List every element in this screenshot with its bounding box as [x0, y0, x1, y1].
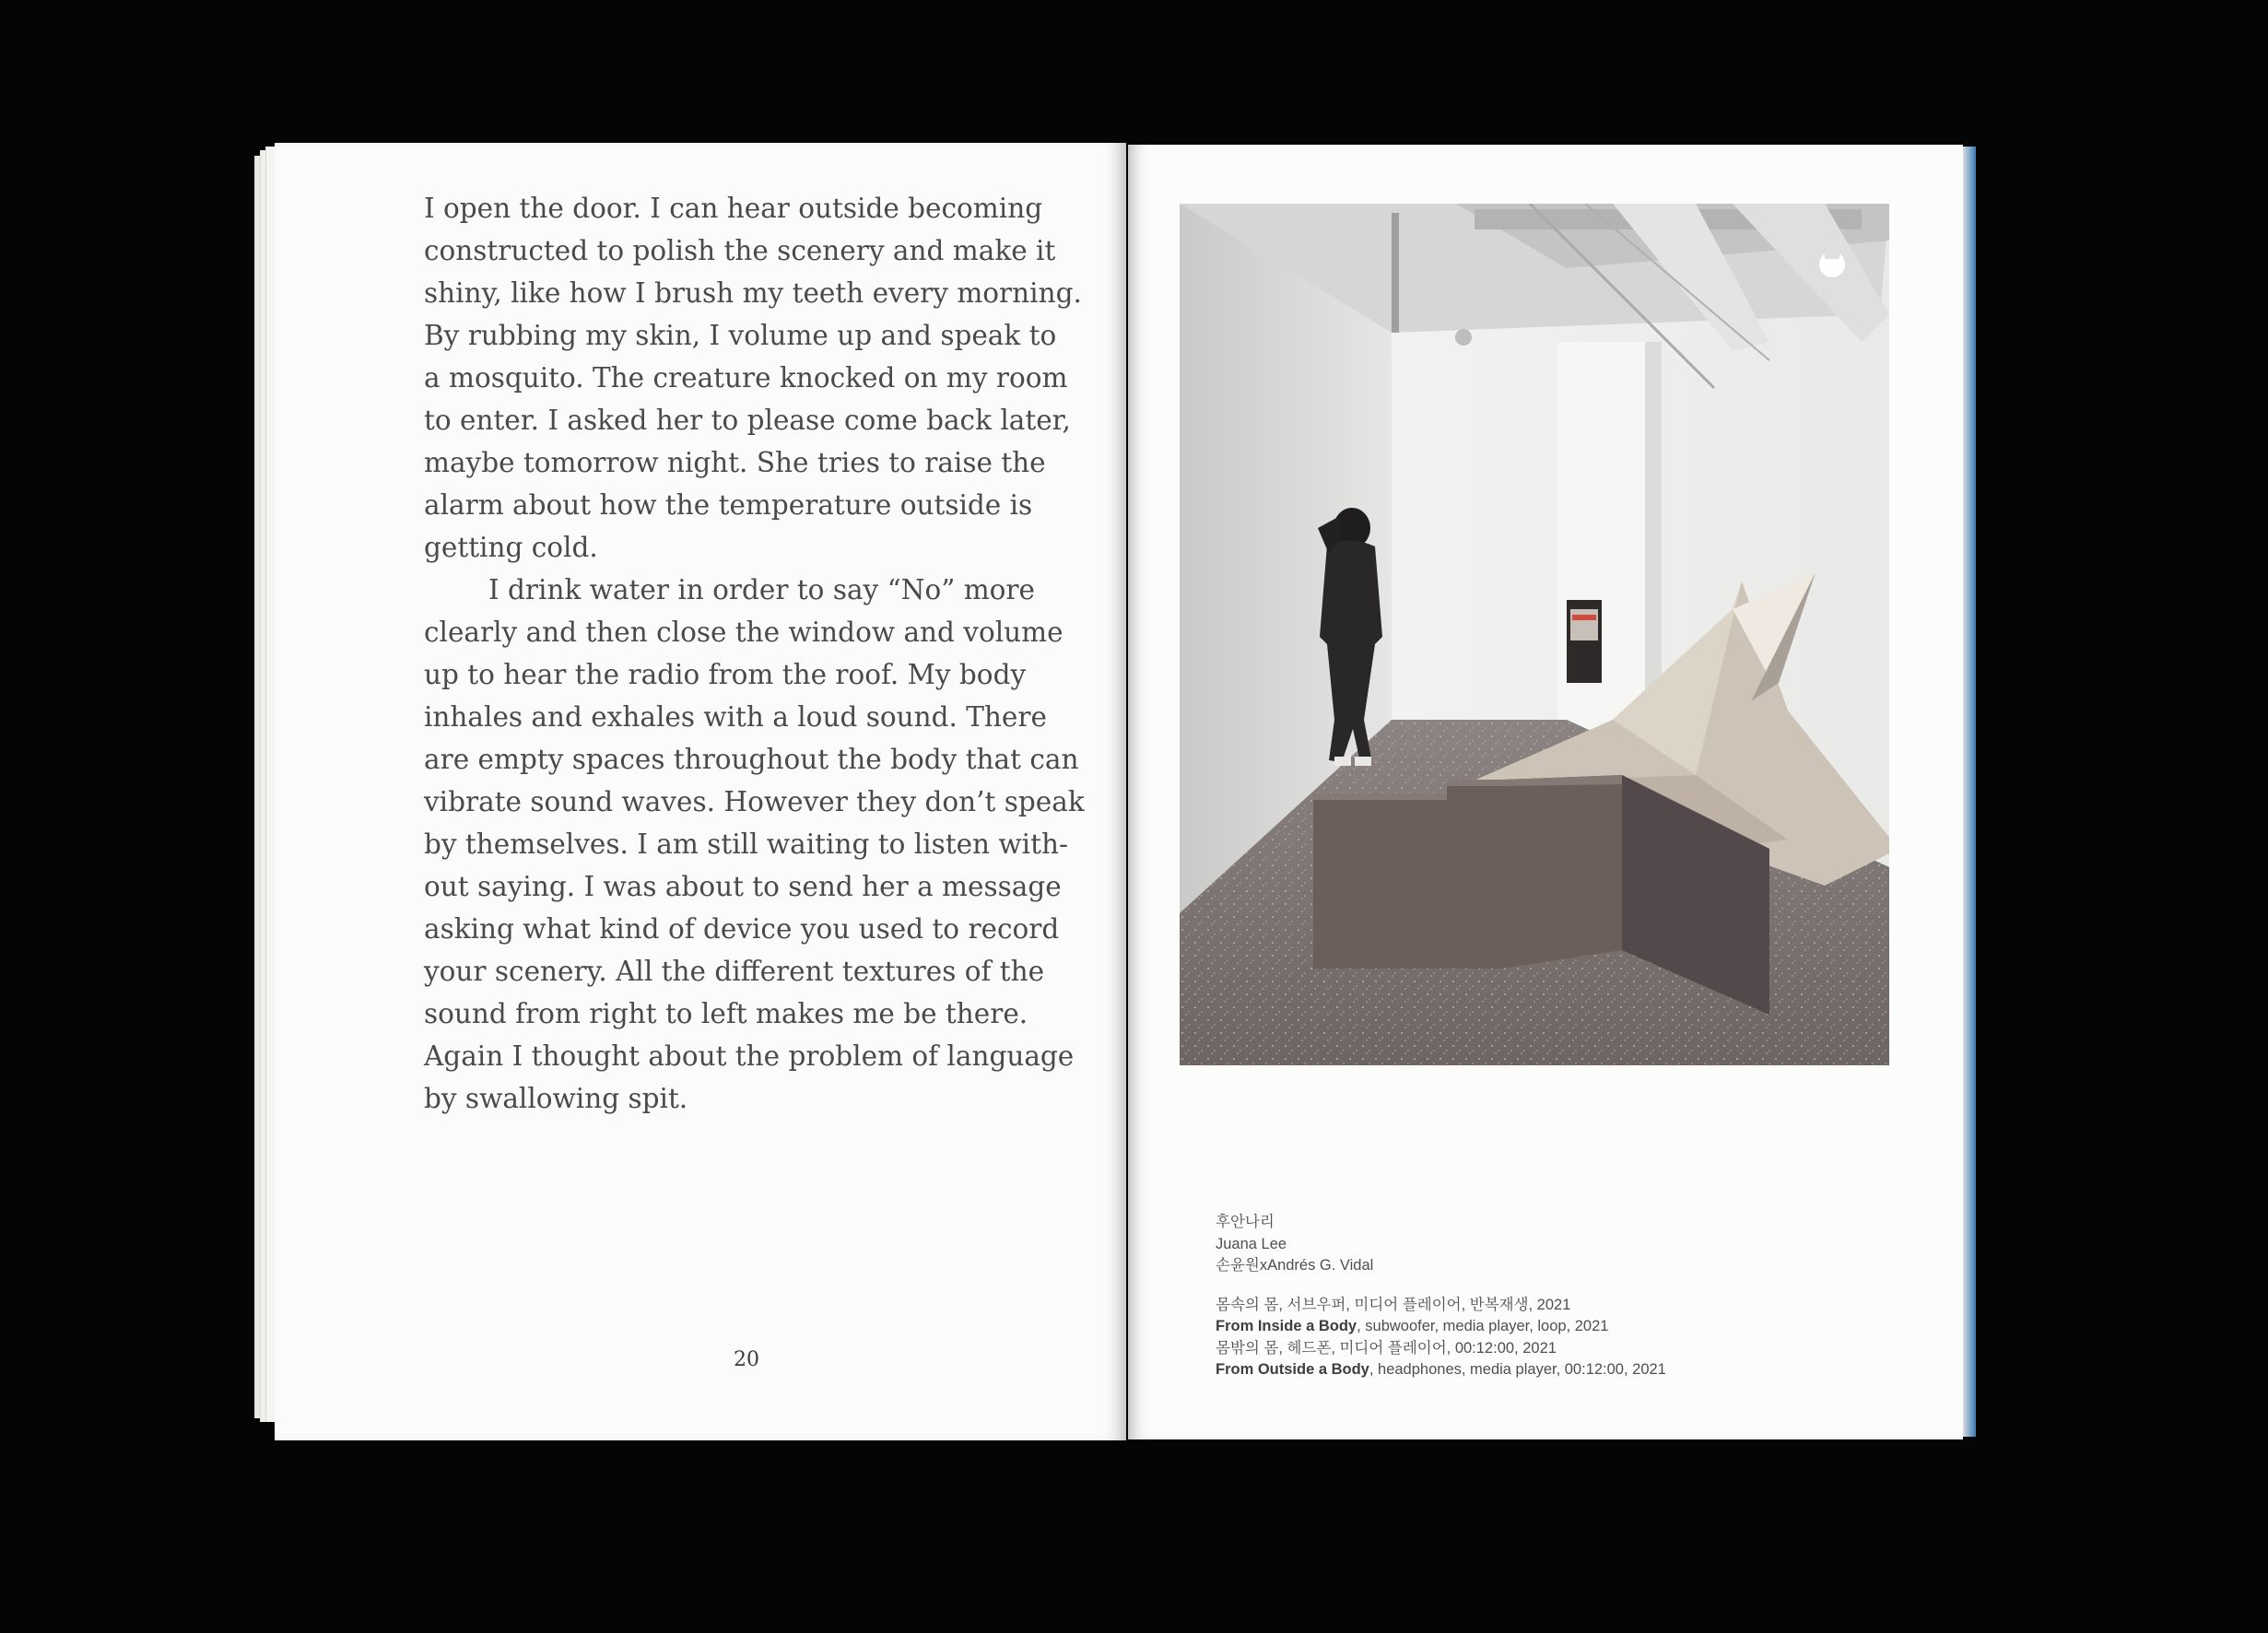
installation-photo-illustration [1180, 204, 1889, 1065]
caption-work2-details: , headphones, media player, 00:12:00, 2021 [1369, 1361, 1666, 1378]
left-page [275, 143, 1126, 1440]
caption-work1-ko: 몸속의 몸, 서브우퍼, 미디어 플레이어, 반복재생, 2021 [1216, 1296, 1571, 1313]
photo-caption [1216, 1212, 1666, 1381]
text-line: are empty spaces throughout the body that can [424, 744, 1079, 775]
text-line: constructed to polish the scenery and make it [424, 235, 1056, 266]
text-line: by themselves. I am still waiting to listen with- [424, 828, 1068, 860]
caption-collaborators: 손윤원xAndrés G. Vidal [1216, 1257, 1374, 1274]
caption-work2-title: From Outside a Body [1216, 1361, 1369, 1378]
installation-photo [1180, 204, 1889, 1065]
text-line: your scenery. All the different textures of the [424, 956, 1045, 987]
page-number: 20 [734, 1348, 759, 1371]
text-line: up to hear the radio from the roof. My body [424, 659, 1027, 690]
text-line: to enter. I asked her to please come back later, [424, 405, 1071, 436]
text-line: alarm about how the temperature outside is [424, 489, 1033, 521]
text-line: sound from right to left makes me be there. [424, 998, 1028, 1029]
text-line: I open the door. I can hear outside becoming [424, 193, 1043, 224]
text-line: getting cold. [424, 532, 598, 563]
text-line: I drink water in order to say “No” more [488, 574, 1035, 605]
text-line: vibrate sound waves. However they don’t speak [424, 786, 1085, 817]
text-line: Again I thought about the problem of language [424, 1040, 1075, 1072]
text-line: asking what kind of device you used to record [424, 913, 1060, 945]
caption-artist-ko: 후안나리 [1216, 1214, 1275, 1230]
caption-artist-en: Juana Lee [1216, 1235, 1287, 1252]
book-spread [254, 143, 1976, 1442]
text-line: a mosquito. The creature knocked on my room [424, 362, 1068, 394]
text-line: shiny, like how I brush my teeth every morning. [424, 277, 1082, 309]
caption-work1-en [1216, 1316, 1666, 1338]
text-line: maybe tomorrow night. She tries to raise the [424, 447, 1046, 478]
caption-work1-details: , subwoofer, media player, loop, 2021 [1357, 1318, 1609, 1334]
caption-work1-title: From Inside a Body [1216, 1318, 1357, 1334]
text-line: By rubbing my skin, I volume up and speak to [424, 320, 1057, 351]
right-page [1128, 145, 1963, 1439]
text-line: inhales and exhales with a loud sound. There [424, 701, 1047, 733]
body-text [424, 187, 1085, 1120]
text-line: by swallowing spit. [424, 1083, 688, 1114]
page-edge-blue [1963, 147, 1976, 1437]
text-line: out saying. I was about to send her a message [424, 871, 1062, 902]
caption-spacer [1216, 1277, 1666, 1295]
caption-work2-ko: 몸밖의 몸, 헤드폰, 미디어 플레이어, 00:12:00, 2021 [1216, 1339, 1557, 1357]
caption-work2-en [1216, 1359, 1666, 1381]
text-line: clearly and then close the window and volume [424, 617, 1063, 648]
